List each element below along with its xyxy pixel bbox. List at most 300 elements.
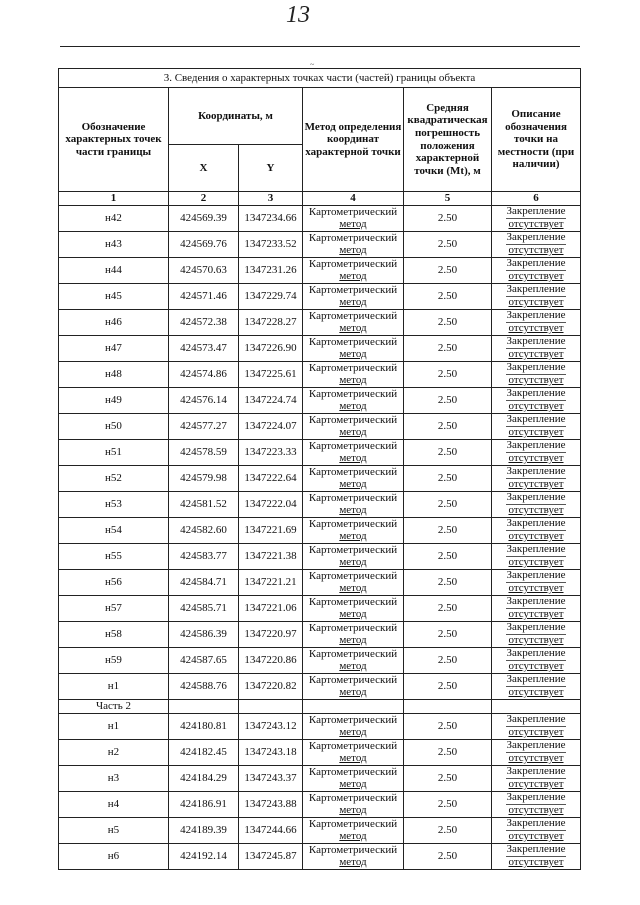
table-row <box>59 466 581 492</box>
accuracy-value: 2.50 <box>404 792 492 818</box>
header-x: X <box>169 145 239 192</box>
accuracy-value: 2.50 <box>404 466 492 492</box>
method-cell <box>303 818 404 844</box>
table-row <box>59 284 581 310</box>
description-cell <box>492 648 581 674</box>
coordinate-y: 1347225.61 <box>239 362 303 388</box>
method-text: Картометрический <box>308 283 398 296</box>
method-text: Картометрический <box>308 387 398 400</box>
table-row <box>59 622 581 648</box>
part-label: Часть 2 <box>59 700 169 714</box>
description-text: отсутствует <box>508 426 564 438</box>
method-cell <box>303 740 404 766</box>
description-text: Закрепление <box>506 517 566 530</box>
method-text: Картометрический <box>308 413 398 426</box>
description-text: Закрепление <box>506 231 566 244</box>
method-text: метод <box>339 751 367 764</box>
coordinate-y: 1347229.74 <box>239 284 303 310</box>
method-cell <box>303 674 404 700</box>
coordinate-x: 424577.27 <box>169 414 239 440</box>
method-cell <box>303 570 404 596</box>
method-text: метод <box>339 477 367 490</box>
method-cell <box>303 258 404 284</box>
method-text: метод <box>339 399 367 412</box>
point-designation: н59 <box>59 648 169 674</box>
point-designation: н54 <box>59 518 169 544</box>
coordinate-y: 1347221.06 <box>239 596 303 622</box>
coordinate-y: 1347226.90 <box>239 336 303 362</box>
method-cell <box>303 544 404 570</box>
method-text: Картометрический <box>308 791 398 804</box>
description-text: Закрепление <box>506 543 566 556</box>
description-text: отсутствует <box>508 686 564 698</box>
table-row <box>59 362 581 388</box>
description-text: отсутствует <box>508 856 564 868</box>
method-text: Картометрический <box>308 595 398 608</box>
column-number: 6 <box>492 192 581 206</box>
method-text: Картометрический <box>308 843 398 856</box>
coordinate-y: 1347224.74 <box>239 388 303 414</box>
point-designation: н51 <box>59 440 169 466</box>
method-text: метод <box>339 581 367 594</box>
table-row <box>59 648 581 674</box>
method-cell <box>303 362 404 388</box>
description-text: Закрепление <box>506 283 566 296</box>
coordinate-x: 424574.86 <box>169 362 239 388</box>
coordinate-x: 424570.63 <box>169 258 239 284</box>
accuracy-value: 2.50 <box>404 284 492 310</box>
header-method: Метод определения координат характерной точки <box>303 88 404 192</box>
method-text: Картометрический <box>308 257 398 270</box>
description-cell <box>492 570 581 596</box>
accuracy-value: 2.50 <box>404 844 492 870</box>
description-cell <box>492 336 581 362</box>
accuracy-value: 2.50 <box>404 596 492 622</box>
point-designation: н44 <box>59 258 169 284</box>
method-text: Картометрический <box>308 621 398 634</box>
description-text: отсутствует <box>508 752 564 764</box>
description-text: Закрепление <box>506 713 566 726</box>
method-text: метод <box>339 425 367 438</box>
header-description: Описание обозначения точки на местности (при наличии) <box>492 88 581 192</box>
description-text: Закрепление <box>506 791 566 804</box>
coordinate-x: 424587.65 <box>169 648 239 674</box>
method-text: метод <box>339 725 367 738</box>
description-cell <box>492 844 581 870</box>
table-row <box>59 792 581 818</box>
method-text: Картометрический <box>308 739 398 752</box>
table-row <box>59 492 581 518</box>
method-text: Картометрический <box>308 817 398 830</box>
description-text: отсутствует <box>508 400 564 412</box>
description-text: отсутствует <box>508 322 564 334</box>
method-text: Картометрический <box>308 335 398 348</box>
description-text: отсутствует <box>508 374 564 386</box>
accuracy-value: 2.50 <box>404 544 492 570</box>
point-designation: н52 <box>59 466 169 492</box>
coordinate-y: 1347221.38 <box>239 544 303 570</box>
coordinate-y: 1347243.37 <box>239 766 303 792</box>
empty-cell <box>303 700 404 714</box>
table-row <box>59 818 581 844</box>
part-row <box>59 700 581 714</box>
description-text: Закрепление <box>506 335 566 348</box>
table-row <box>59 440 581 466</box>
coordinate-x: 424582.60 <box>169 518 239 544</box>
accuracy-value: 2.50 <box>404 518 492 544</box>
coordinate-y: 1347222.04 <box>239 492 303 518</box>
coordinate-y: 1347228.27 <box>239 310 303 336</box>
table-row <box>59 336 581 362</box>
method-cell <box>303 232 404 258</box>
coordinate-x: 424578.59 <box>169 440 239 466</box>
method-text: метод <box>339 347 367 360</box>
description-text: отсутствует <box>508 582 564 594</box>
method-text: Картометрический <box>308 231 398 244</box>
method-text: метод <box>339 529 367 542</box>
description-text: отсутствует <box>508 348 564 360</box>
point-designation: н42 <box>59 206 169 232</box>
coordinate-y: 1347243.18 <box>239 740 303 766</box>
point-designation: н58 <box>59 622 169 648</box>
description-text: Закрепление <box>506 569 566 582</box>
point-designation: н3 <box>59 766 169 792</box>
header-coordinates: Координаты, м <box>169 88 303 145</box>
method-cell <box>303 206 404 232</box>
description-text: Закрепление <box>506 595 566 608</box>
description-cell <box>492 622 581 648</box>
column-number: 1 <box>59 192 169 206</box>
point-designation: н55 <box>59 544 169 570</box>
method-text: Картометрический <box>308 647 398 660</box>
description-text: Закрепление <box>506 439 566 452</box>
accuracy-value: 2.50 <box>404 440 492 466</box>
description-text: отсутствует <box>508 452 564 464</box>
method-text: метод <box>339 295 367 308</box>
description-text: отсутствует <box>508 830 564 842</box>
table-row <box>59 518 581 544</box>
description-cell <box>492 740 581 766</box>
point-designation: н49 <box>59 388 169 414</box>
description-text: Закрепление <box>506 309 566 322</box>
method-text: метод <box>339 503 367 516</box>
table-row <box>59 310 581 336</box>
method-cell <box>303 622 404 648</box>
column-number: 4 <box>303 192 404 206</box>
margin-mark: ~ <box>310 60 315 69</box>
description-text: отсутствует <box>508 726 564 738</box>
description-text: отсутствует <box>508 530 564 542</box>
header-accuracy: Средняя квадратическая погрешность положения характерной точки (Mt), м <box>404 88 492 192</box>
coordinate-y: 1347224.07 <box>239 414 303 440</box>
method-text: Картометрический <box>308 765 398 778</box>
point-designation: н56 <box>59 570 169 596</box>
description-cell <box>492 388 581 414</box>
table-row <box>59 766 581 792</box>
description-text: Закрепление <box>506 621 566 634</box>
boundary-points-table <box>58 68 581 870</box>
accuracy-value: 2.50 <box>404 570 492 596</box>
point-designation: н5 <box>59 818 169 844</box>
point-designation: н2 <box>59 740 169 766</box>
method-text: Картометрический <box>308 309 398 322</box>
description-text: Закрепление <box>506 257 566 270</box>
description-text: отсутствует <box>508 218 564 230</box>
method-text: метод <box>339 607 367 620</box>
coordinate-y: 1347231.26 <box>239 258 303 284</box>
table-row <box>59 206 581 232</box>
empty-cell <box>239 700 303 714</box>
method-text: Картометрический <box>308 543 398 556</box>
method-text: метод <box>339 803 367 816</box>
coordinate-x: 424581.52 <box>169 492 239 518</box>
method-cell <box>303 766 404 792</box>
point-designation: н48 <box>59 362 169 388</box>
description-cell <box>492 362 581 388</box>
table-row <box>59 570 581 596</box>
method-text: Картометрический <box>308 713 398 726</box>
accuracy-value: 2.50 <box>404 766 492 792</box>
accuracy-value: 2.50 <box>404 258 492 284</box>
coordinate-x: 424192.14 <box>169 844 239 870</box>
accuracy-value: 2.50 <box>404 232 492 258</box>
description-cell <box>492 596 581 622</box>
method-cell <box>303 414 404 440</box>
description-cell <box>492 440 581 466</box>
description-cell <box>492 518 581 544</box>
coordinate-x: 424186.91 <box>169 792 239 818</box>
description-cell <box>492 818 581 844</box>
description-text: Закрепление <box>506 491 566 504</box>
accuracy-value: 2.50 <box>404 714 492 740</box>
column-number: 2 <box>169 192 239 206</box>
coordinate-y: 1347220.97 <box>239 622 303 648</box>
table-row <box>59 844 581 870</box>
description-text: отсутствует <box>508 244 564 256</box>
description-text: Закрепление <box>506 765 566 778</box>
method-text: метод <box>339 829 367 842</box>
description-text: отсутствует <box>508 634 564 646</box>
coordinate-y: 1347245.87 <box>239 844 303 870</box>
header-point-designation: Обозначение характерных точек части границы <box>59 88 169 192</box>
coordinate-y: 1347243.12 <box>239 714 303 740</box>
description-text: отсутствует <box>508 270 564 282</box>
method-text: Картометрический <box>308 673 398 686</box>
accuracy-value: 2.50 <box>404 362 492 388</box>
coordinate-y: 1347222.64 <box>239 466 303 492</box>
description-text: отсутствует <box>508 504 564 516</box>
method-cell <box>303 440 404 466</box>
method-text: метод <box>339 777 367 790</box>
description-text: Закрепление <box>506 843 566 856</box>
description-text: Закрепление <box>506 205 566 218</box>
method-text: Картометрический <box>308 439 398 452</box>
description-cell <box>492 232 581 258</box>
coordinate-x: 424572.38 <box>169 310 239 336</box>
point-designation: н47 <box>59 336 169 362</box>
description-text: Закрепление <box>506 647 566 660</box>
coordinate-x: 424571.46 <box>169 284 239 310</box>
method-text: метод <box>339 555 367 568</box>
coordinate-x: 424576.14 <box>169 388 239 414</box>
method-cell <box>303 792 404 818</box>
coordinate-x: 424569.76 <box>169 232 239 258</box>
description-text: отсутствует <box>508 556 564 568</box>
method-text: метод <box>339 451 367 464</box>
accuracy-value: 2.50 <box>404 492 492 518</box>
coordinate-y: 1347234.66 <box>239 206 303 232</box>
description-text: Закрепление <box>506 817 566 830</box>
section-title: 3. Сведения о характерных точках части (частей) границы объекта <box>59 69 581 88</box>
coordinate-x: 424585.71 <box>169 596 239 622</box>
description-cell <box>492 714 581 740</box>
method-text: Картометрический <box>308 491 398 504</box>
point-designation: н43 <box>59 232 169 258</box>
method-text: метод <box>339 243 367 256</box>
method-cell <box>303 284 404 310</box>
table-row <box>59 388 581 414</box>
coordinate-x: 424569.39 <box>169 206 239 232</box>
coordinate-y: 1347220.86 <box>239 648 303 674</box>
accuracy-value: 2.50 <box>404 336 492 362</box>
accuracy-value: 2.50 <box>404 310 492 336</box>
method-text: метод <box>339 373 367 386</box>
method-cell <box>303 648 404 674</box>
description-text: Закрепление <box>506 739 566 752</box>
coordinate-y: 1347243.88 <box>239 792 303 818</box>
method-text: метод <box>339 269 367 282</box>
description-text: отсутствует <box>508 804 564 816</box>
coordinate-x: 424184.29 <box>169 766 239 792</box>
coordinate-x: 424583.77 <box>169 544 239 570</box>
coordinate-y: 1347221.21 <box>239 570 303 596</box>
table-row <box>59 714 581 740</box>
description-cell <box>492 766 581 792</box>
coordinate-y: 1347220.82 <box>239 674 303 700</box>
method-cell <box>303 492 404 518</box>
empty-cell <box>169 700 239 714</box>
method-text: Картометрический <box>308 517 398 530</box>
method-text: метод <box>339 217 367 230</box>
method-cell <box>303 336 404 362</box>
description-cell <box>492 792 581 818</box>
description-text: Закрепление <box>506 413 566 426</box>
coordinate-x: 424586.39 <box>169 622 239 648</box>
accuracy-value: 2.50 <box>404 622 492 648</box>
point-designation: н53 <box>59 492 169 518</box>
method-text: Картометрический <box>308 205 398 218</box>
table-row <box>59 258 581 284</box>
method-cell <box>303 596 404 622</box>
accuracy-value: 2.50 <box>404 414 492 440</box>
method-text: Картометрический <box>308 569 398 582</box>
description-cell <box>492 492 581 518</box>
coordinate-y: 1347221.69 <box>239 518 303 544</box>
table-row <box>59 674 581 700</box>
coordinate-x: 424180.81 <box>169 714 239 740</box>
method-cell <box>303 388 404 414</box>
point-designation: н46 <box>59 310 169 336</box>
point-designation: н1 <box>59 674 169 700</box>
description-cell <box>492 414 581 440</box>
description-cell <box>492 674 581 700</box>
coordinate-y: 1347223.33 <box>239 440 303 466</box>
accuracy-value: 2.50 <box>404 648 492 674</box>
coordinate-x: 424573.47 <box>169 336 239 362</box>
table-row <box>59 596 581 622</box>
coordinate-y: 1347233.52 <box>239 232 303 258</box>
table-row <box>59 232 581 258</box>
description-text: Закрепление <box>506 673 566 686</box>
method-text: Картометрический <box>308 361 398 374</box>
coordinate-x: 424584.71 <box>169 570 239 596</box>
description-text: отсутствует <box>508 478 564 490</box>
table-row <box>59 740 581 766</box>
point-designation: н6 <box>59 844 169 870</box>
accuracy-value: 2.50 <box>404 206 492 232</box>
accuracy-value: 2.50 <box>404 818 492 844</box>
description-cell <box>492 310 581 336</box>
column-number: 3 <box>239 192 303 206</box>
method-cell <box>303 310 404 336</box>
accuracy-value: 2.50 <box>404 740 492 766</box>
description-cell <box>492 544 581 570</box>
method-text: метод <box>339 659 367 672</box>
description-text: отсутствует <box>508 296 564 308</box>
method-text: Картометрический <box>308 465 398 478</box>
point-designation: н45 <box>59 284 169 310</box>
description-text: отсутствует <box>508 608 564 620</box>
description-cell <box>492 206 581 232</box>
accuracy-value: 2.50 <box>404 674 492 700</box>
description-cell <box>492 258 581 284</box>
point-designation: н57 <box>59 596 169 622</box>
method-text: метод <box>339 321 367 334</box>
top-rule <box>60 46 580 47</box>
method-text: метод <box>339 685 367 698</box>
description-text: отсутствует <box>508 660 564 672</box>
accuracy-value: 2.50 <box>404 388 492 414</box>
coordinate-y: 1347244.66 <box>239 818 303 844</box>
description-text: отсутствует <box>508 778 564 790</box>
header-y: Y <box>239 145 303 192</box>
description-cell <box>492 466 581 492</box>
description-text: Закрепление <box>506 465 566 478</box>
page-number: 13 <box>286 2 310 28</box>
method-cell <box>303 714 404 740</box>
method-cell <box>303 844 404 870</box>
coordinate-x: 424579.98 <box>169 466 239 492</box>
point-designation: н1 <box>59 714 169 740</box>
empty-cell <box>492 700 581 714</box>
method-cell <box>303 518 404 544</box>
table-row <box>59 544 581 570</box>
description-text: Закрепление <box>506 361 566 374</box>
coordinate-x: 424588.76 <box>169 674 239 700</box>
method-cell <box>303 466 404 492</box>
point-designation: н50 <box>59 414 169 440</box>
method-text: метод <box>339 855 367 868</box>
description-text: Закрепление <box>506 387 566 400</box>
point-designation: н4 <box>59 792 169 818</box>
coordinate-x: 424182.45 <box>169 740 239 766</box>
coordinate-x: 424189.39 <box>169 818 239 844</box>
method-text: метод <box>339 633 367 646</box>
empty-cell <box>404 700 492 714</box>
table-row <box>59 414 581 440</box>
column-number: 5 <box>404 192 492 206</box>
description-cell <box>492 284 581 310</box>
